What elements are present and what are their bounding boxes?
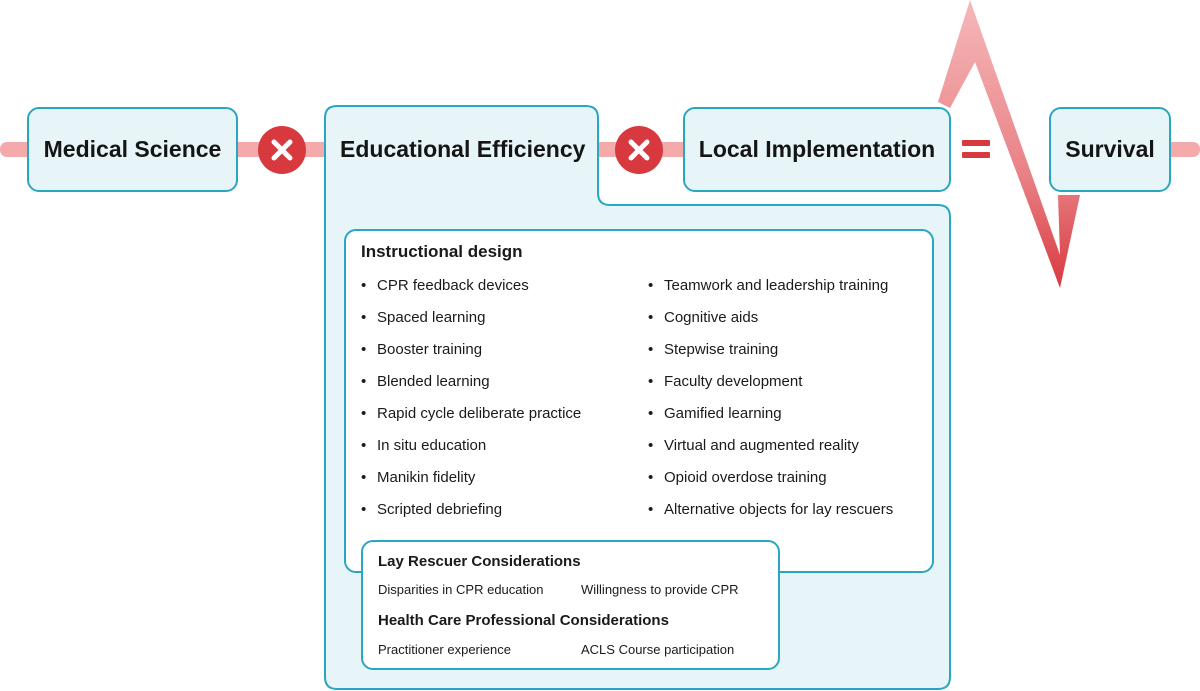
list-item: • Opioid overdose training	[648, 469, 928, 501]
list-item: • Alternative objects for lay rescuers	[648, 501, 928, 533]
instructional-design-left-list	[361, 277, 641, 533]
survival-label: Survival	[1065, 136, 1155, 162]
list-item: • Cognitive aids	[648, 309, 928, 341]
instructional-design-title: Instructional design	[361, 242, 523, 261]
local-implementation-box	[683, 107, 951, 192]
hcp-item: Practitioner experience	[378, 642, 511, 657]
survival-box	[1049, 107, 1171, 192]
hcp-item: ACLS Course participation	[581, 642, 735, 657]
local-implementation-label: Local Implementation	[698, 136, 936, 162]
medical-science-label: Medical Science	[43, 136, 222, 162]
list-item: • Booster training	[361, 341, 641, 373]
list-item: • In situ education	[361, 437, 641, 469]
educational-efficiency-title: Educational Efficiency	[340, 136, 586, 162]
list-item: • Blended learning	[361, 373, 641, 405]
list-item: • Gamified learning	[648, 405, 928, 437]
lay-rescuer-title: Lay Rescuer Considerations	[378, 553, 581, 570]
list-item: • Virtual and augmented reality	[648, 437, 928, 469]
list-item: • Scripted debriefing	[361, 501, 641, 533]
lay-item: Disparities in CPR education	[378, 582, 544, 597]
list-item: • Teamwork and leadership training	[648, 277, 928, 309]
multiply-icon	[258, 126, 306, 174]
list-item: • Rapid cycle deliberate practice	[361, 405, 641, 437]
medical-science-box	[27, 107, 238, 192]
hcp-title: Health Care Professional Considerations	[378, 612, 669, 629]
list-item: • Spaced learning	[361, 309, 641, 341]
lay-item: Willingness to provide CPR	[581, 582, 739, 597]
list-item: • CPR feedback devices	[361, 277, 641, 309]
list-item: • Faculty development	[648, 373, 928, 405]
multiply-icon	[615, 126, 663, 174]
list-item: • Stepwise training	[648, 341, 928, 373]
instructional-design-right-list	[648, 277, 928, 533]
list-item: • Manikin fidelity	[361, 469, 641, 501]
equals-icon	[962, 140, 990, 164]
